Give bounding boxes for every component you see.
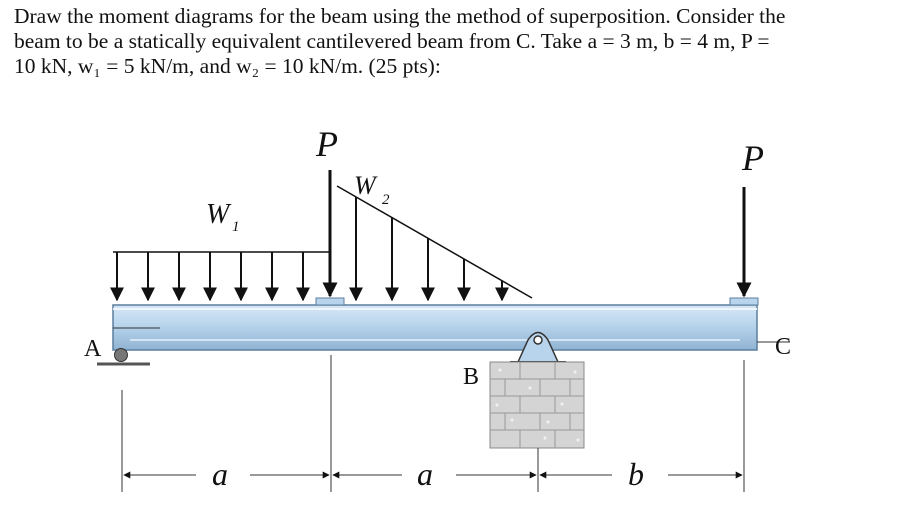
distributed-load-w2 [337, 186, 532, 300]
label-C: C [775, 334, 792, 360]
label-A: A [84, 336, 102, 362]
label-w2: W [354, 171, 376, 200]
label-P-left: P [316, 124, 338, 164]
label-P-right: P [742, 138, 764, 178]
problem-line-2: beam to be a statically equivalent cantilevered beam from C. Take a = 3 m, b = 4 m, P = [14, 29, 770, 53]
label-b: b [628, 456, 644, 492]
label-w1: W [206, 199, 230, 230]
label-B: B [463, 364, 480, 390]
label-w1-subscript: 1 [232, 219, 240, 235]
point-load-P-left [316, 170, 344, 305]
point-load-P-right [730, 187, 758, 305]
distributed-load-w1 [113, 252, 330, 300]
beam [113, 305, 757, 350]
roller-support-A [97, 349, 150, 365]
label-w2-subscript: 2 [382, 192, 390, 208]
label-a1: a [212, 456, 228, 492]
label-a2: a [417, 456, 433, 492]
masonry-wall [490, 362, 584, 448]
problem-line-3: 10 kN, w₁ = 5 kN/m, and w₂ = 10 kN/m. (25 pts): [14, 54, 441, 78]
problem-line-1: Draw the moment diagrams for the beam using the method of superposition. Consider the [14, 4, 786, 28]
